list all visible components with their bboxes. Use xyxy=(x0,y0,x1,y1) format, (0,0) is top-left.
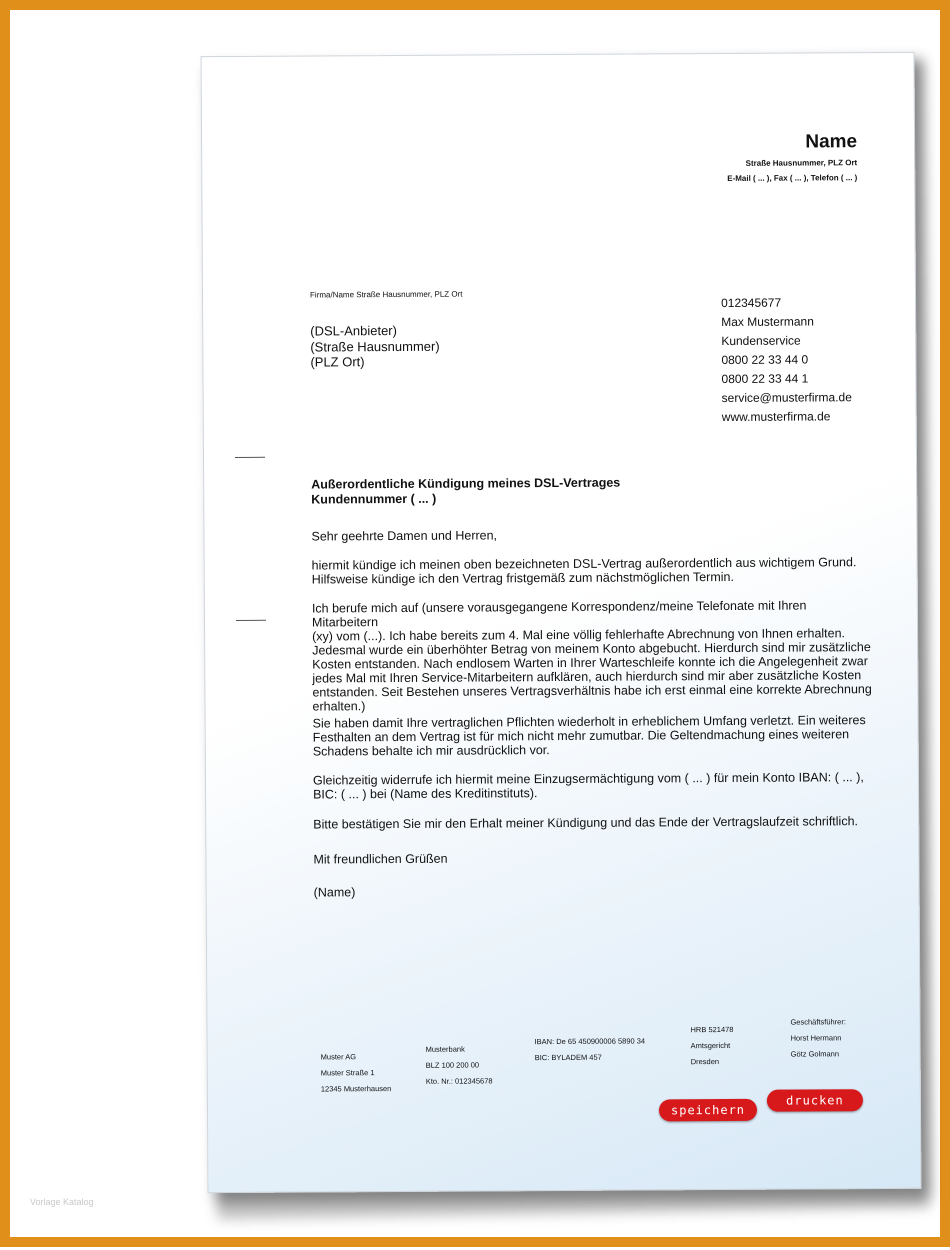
fold-mark xyxy=(235,457,265,458)
body-paragraph: Gleichzeitig widerrufe ich hiermit meine Einzugsermächtigung vom ( ... ) für mein Konto IBAN: ( ... ), BIC: ( ... ) bei (Name des Kreditinstituts). xyxy=(312,770,864,802)
recipient-line: (PLZ Ort) xyxy=(310,354,365,370)
subject-line: Außerordentliche Kündigung meines DSL-Vertrages xyxy=(311,475,621,492)
footer-iban: IBAN: De 65 450900006 5890 34 BIC: BYLADEM 457 xyxy=(534,1036,646,1063)
footer-company: Muster AG Muster Straße 1 12345 Musterhausen xyxy=(320,1052,392,1094)
body-paragraph: Bitte bestätigen Sie mir den Erhalt meiner Kündigung und das Ende der Vertragslaufzeit schriftlich. xyxy=(313,814,859,832)
contact-line: Kundenservice xyxy=(721,333,801,349)
contact-line: www.musterfirma.de xyxy=(721,409,831,425)
footer-management: Geschäftsführer: Horst Hermann Götz Golmann xyxy=(790,1017,846,1059)
footer-bank: Musterbank BLZ 100 200 00 Kto. Nr.: 012345678 xyxy=(425,1044,493,1086)
fold-mark xyxy=(236,620,266,621)
sender-name: Name xyxy=(805,131,858,153)
print-button[interactable]: drucken xyxy=(767,1089,863,1112)
sender-contact: E-Mail ( ... ), Fax ( ... ), Telefon ( ... ) xyxy=(727,173,858,183)
recipient-line: (Straße Hausnummer) xyxy=(310,338,440,355)
return-address: Firma/Name Straße Hausnummer, PLZ Ort xyxy=(309,289,463,300)
watermark: Vorlage Katalog xyxy=(30,1197,94,1207)
recipient-line: (DSL-Anbieter) xyxy=(310,322,397,339)
body-paragraph: Sie haben damit Ihre vertraglichen Pflichten wiederholt in erheblichem Umfang verletzt. Ein weiteres Festhalten an dem Vertrag ist für mich nicht mehr zumutbar. Die Geltendmachung eines weiteren Schadens behalte ich mir ausdrücklich vor. xyxy=(312,713,866,759)
body-paragraph: Ich berufe mich auf (unsere vorausgegangene Korrespondenz/meine Telefonate mit Ihren Mitarbeitern (xy) vom (...). Ich habe bereits zum 4. Mal eine völlig fehlerhafte Abrechnung von Ihnen erhalten. Jedesmal wurde ein überhöhter Betrag von meinem Konto abgebucht. Hierdurch sind mir zusätzliche Kosten entstanden. Nach endlosem Warten in Ihrer Warteschleife konnte ich die Angelegenheit zwar jedes Mal mit Ihren Service-Mitarbeitern aufklären, auch hierdurch sind mir aber zusätzliche Kosten entstanden. Seit Bestehen unseres Vertragsverhältnis habe ich erst einmal eine korrekte Abrechnung erhalten.) xyxy=(311,598,872,714)
contact-line: 0800 22 33 44 1 xyxy=(721,371,809,387)
subject-customer-number: Kundennummer ( ... ) xyxy=(311,491,437,507)
body-paragraph: hiermit kündige ich meinen oben bezeichneten DSL-Vertrag außerordentlich aus wichtigem Grund. Hilfsweise kündige ich den Vertrag fristgemäß zum nächstmöglichen Termin. xyxy=(311,555,857,587)
sender-street: Straße Hausnummer, PLZ Ort xyxy=(745,158,858,168)
contact-line: 0800 22 33 44 0 xyxy=(721,352,809,368)
closing: Mit freundlichen Grüßen xyxy=(313,851,448,867)
contact-line: service@musterfirma.de xyxy=(721,390,852,406)
footer-register: HRB 521478 Amtsgericht Dresden xyxy=(690,1024,734,1067)
signature: (Name) xyxy=(313,885,356,900)
contact-line: Max Mustermann xyxy=(721,314,814,330)
contact-line: 012345677 xyxy=(721,295,782,311)
save-button[interactable]: speichern xyxy=(659,1099,757,1122)
salutation: Sehr geehrte Damen und Herren, xyxy=(311,528,498,544)
